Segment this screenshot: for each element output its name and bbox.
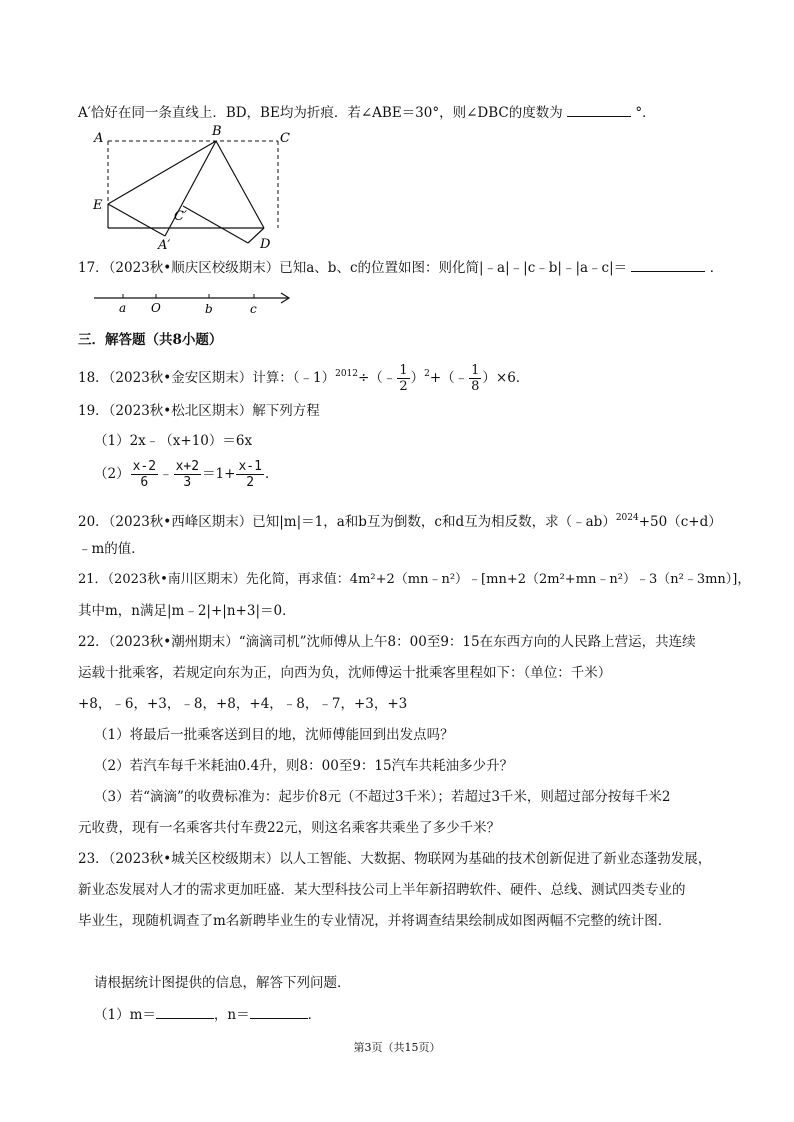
label-A: A bbox=[94, 131, 104, 146]
q21-line2: 其中m，n满足|m﹣2|+|n+3|＝0． bbox=[78, 603, 296, 619]
numberline-label-a: a bbox=[119, 301, 127, 315]
q19-part1: （1）2x﹣（x+10）＝6x bbox=[94, 433, 253, 449]
q22-mileage-list: +8，﹣6，+3，﹣8，+8，+4，﹣8，﹣7，+3，+3 bbox=[78, 696, 408, 712]
q23-line3: 毕业生，现随机调查了m名新聘毕业生的专业情况，并将调查结果绘制成如图两幅不完整的统计图． bbox=[78, 913, 672, 929]
fraction: $\frac{x-1}{2}$ bbox=[238, 459, 262, 490]
fraction: $\frac{1}{8}$ bbox=[471, 363, 480, 394]
q21-line1: 21．（2023秋•南川区期末）先化简，再求值：4m²+2（mn﹣n²）﹣[mn+2（2m²+mn﹣n²）﹣3（n²﹣3mn）]， bbox=[78, 572, 751, 587]
q19-part2: （2） $\frac{x-2}{6}$ ﹣ $\frac{x+2}{3}$ ＝1+ $\frac{x-1}{2}$ ． bbox=[94, 459, 279, 490]
label-E: E bbox=[93, 198, 103, 213]
section-title: 三．解答题（共8小题） bbox=[78, 332, 223, 348]
q16-text: A′恰好在同一条直线上．BD，BE均为折痕．若∠ABE＝30°，则∠DBC的度数为 °． bbox=[78, 105, 656, 121]
fold-geometry-figure bbox=[88, 122, 298, 252]
label-D: D bbox=[260, 237, 271, 252]
segment-C-prime-D bbox=[183, 206, 248, 243]
q17-text: 17．（2023秋•顺庆区校级期末）已知a、b、c的位置如图：则化简|﹣a|﹣|c﹣b|﹣|a﹣c|＝ ． bbox=[78, 260, 724, 276]
q20-line2: ﹣m的值． bbox=[78, 541, 145, 557]
numberline-label-b: b bbox=[205, 302, 213, 316]
q23-part1: （1）m＝ ，n＝ ． bbox=[94, 1007, 322, 1023]
answer-blank bbox=[156, 1006, 214, 1019]
q23-line4: 请根据统计图提供的信息，解答下列问题． bbox=[94, 975, 351, 991]
label-A-prime: A′ bbox=[158, 238, 171, 252]
answer-blank bbox=[567, 104, 631, 117]
number-line-figure bbox=[88, 286, 298, 320]
q20-line1: 20．（2023秋•西峰区期末）已知|m|＝1，a和b互为倒数，c和d互为相反数，求（﹣ab）$^{2024}$+50（c+d） bbox=[78, 513, 722, 530]
q23-line2: 新业态发展对人才的需求更加旺盛．某大型科技公司上半年新招聘软件、硬件、总线、测试四类专业的 bbox=[78, 882, 686, 898]
fraction: $\frac{x+2}{3}$ bbox=[175, 459, 200, 490]
label-B: B bbox=[212, 124, 222, 139]
segment-EA-prime bbox=[108, 204, 165, 236]
numberline-label-c: c bbox=[250, 302, 257, 316]
segment-EB bbox=[108, 141, 216, 204]
q22-part3a: （3）若“滴滴”的收费标准为：起步价8元（不超过3千米）；若超过3千米，则超过部分按每千米2 bbox=[94, 789, 671, 805]
fraction: $\frac{x-2}{6}$ bbox=[132, 459, 157, 490]
q23-line1: 23．（2023秋•城关区校级期末）以人工智能、大数据、物联网为基础的技术创新促进了新业态蓬勃发展， bbox=[78, 851, 712, 867]
q22-part3b: 元收费，现有一名乘客共付车费22元，则这名乘客共乘坐了多少千米？ bbox=[78, 820, 501, 836]
q19-title: 19．（2023秋•松北区期末）解下列方程 bbox=[78, 403, 320, 419]
answer-blank bbox=[250, 1006, 308, 1019]
fraction: $\frac{1}{2}$ bbox=[399, 363, 408, 394]
numberline-label-O: O bbox=[151, 301, 161, 315]
answer-blank bbox=[631, 259, 705, 272]
label-C: C bbox=[280, 131, 290, 146]
q22-line1: 22．（2023秋•潮州期末）“滴滴司机”沈师傅从上午8：00至9：15在东西方向的人民路上营运，共连续 bbox=[78, 634, 696, 650]
label-C-prime: C′ bbox=[174, 209, 187, 224]
q22-part2: （2）若汽车每千米耗油0.4升，则8：00至9：15汽车共耗油多少升？ bbox=[94, 758, 514, 774]
q18-text: 18．（2023秋•金安区期末）计算：（﹣1）$^{2012}$÷（﹣ $\frac{1}{2}$ ）$^2$+（﹣ $\frac{1}{8}$ ）×6． bbox=[78, 363, 530, 394]
page-number-footer: 第3页（共15页） bbox=[353, 1041, 441, 1054]
q22-part1: （1）将最后一批乘客送到目的地，沈师傅能回到出发点吗？ bbox=[94, 727, 454, 743]
q22-line2: 运载十批乘客，若规定向东为正，向西为负，沈师傅运十批乘客里程如下：（单位：千米） bbox=[78, 665, 612, 681]
segment-BD bbox=[216, 141, 264, 228]
